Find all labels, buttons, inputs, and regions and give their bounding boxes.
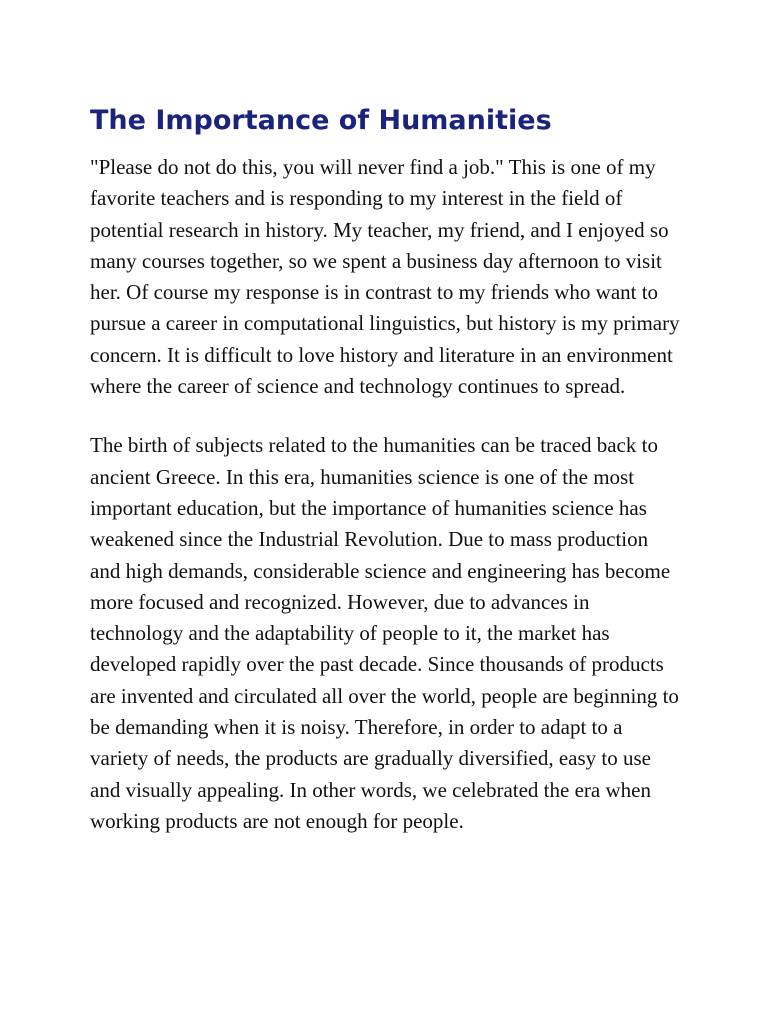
document-title: The Importance of Humanities [90, 105, 552, 136]
paragraph-2: The birth of subjects related to the humanities can be traced back to ancient Greece. In this era, humanities science is one of the most important education, but the importance of humanities science has weakened since the Industrial Revolution. Due to mass production and high demands, considerable science and engineering has become more focused and recognized. However, due to advances in technology and the adaptability of people to it, the market has developed rapidly over the past decade. Since thousands of products are invented and circulated all over the world, people are beginning to be demanding when it is noisy. Therefore, in order to adapt to a variety of needs, the products are gradually diversified, easy to use and visually appealing. In other words, we celebrated the era when working products are not enough for people. [90, 433, 679, 833]
paragraph-1: "Please do not do this, you will never find a job." This is one of my favorite teachers and is responding to my interest in the field of potential research in history. My teacher, my friend, and I enjoyed so many courses together, so we spent a business day afternoon to visit her. Of course my response is in contrast to my friends who want to pursue a career in computational linguistics, but history is my primary concern. It is difficult to love history and literature in an environment where the career of science and technology continues to spread. [90, 155, 680, 399]
